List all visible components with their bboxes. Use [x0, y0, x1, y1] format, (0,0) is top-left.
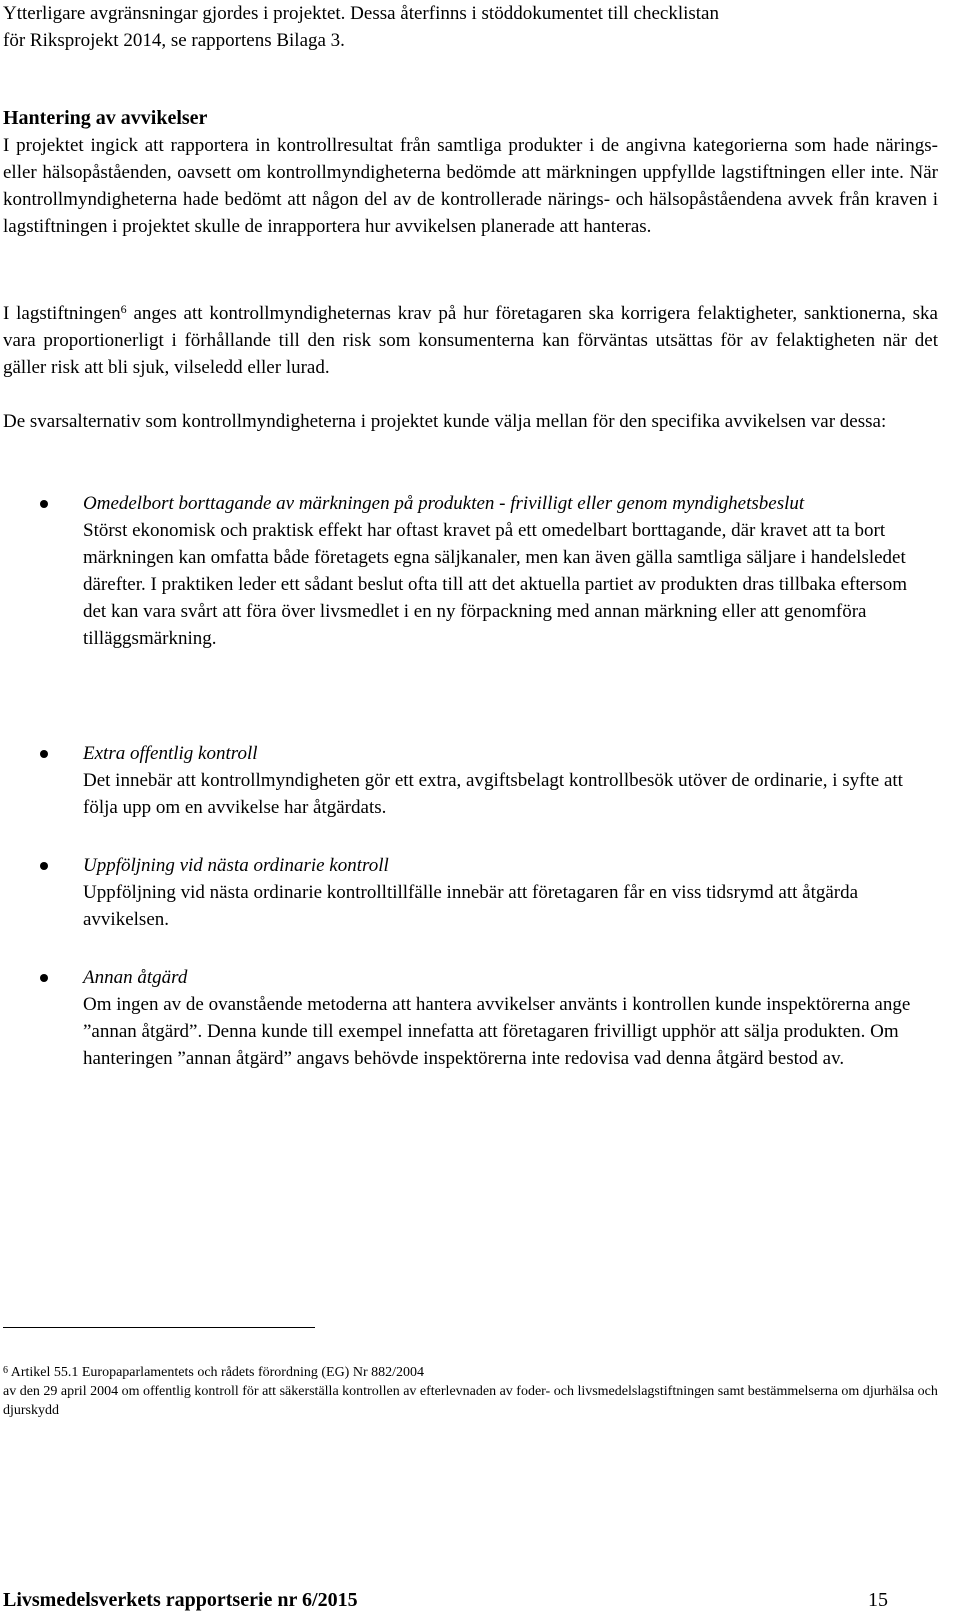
footnote-number: 6 — [3, 1365, 8, 1376]
page-number: 15 — [868, 1589, 888, 1611]
intro-line-2: för Riksprojekt 2014, se rapportens Bilaga 3. — [3, 30, 345, 51]
section-heading: Hantering av avvikelser — [3, 107, 208, 129]
list-item-body: Störst ekonomisk och praktisk effekt har oftast kravet på ett omedelbart borttagande, där kravet att ta bort märkningen kan omfatta både företagets egna säljkanaler, men kan även gälla samtliga säljare i handelsledet därefter. I praktiken leder ett sådant beslut ofta till att det aktuella partiet av produkten dras tillbaka eftersom det kan vara svårt att föra över livsmedlet i en ny förpackning med annan märkning eller att genomföra tilläggsmärkning. — [83, 520, 908, 649]
bullet-icon — [40, 500, 48, 508]
list-item-content — [83, 490, 933, 652]
intro-paragraph — [3, 0, 943, 54]
bullet-icon — [40, 750, 48, 758]
list-item-content — [83, 964, 933, 1072]
footnote-citation: Artikel 55.1 Europaparlamentets och rådets förordning (EG) Nr 882/2004 — [8, 1365, 425, 1380]
list-item-body: Uppföljning vid nästa ordinarie kontrolltillfälle innebär att företagaren får en viss tidsrymd att åtgärda avvikelsen. — [83, 882, 859, 930]
list-item-body: Det innebär att kontrollmyndigheten gör ett extra, avgiftsbelagt kontrollbesök utöver de ordinarie, i syfte att följa upp om en avvikelse har åtgärdats. — [83, 770, 903, 818]
footnote — [3, 1363, 943, 1420]
bullet-icon — [40, 974, 48, 982]
list-item-title: Extra offentlig kontroll — [83, 743, 258, 764]
list-item-body: Om ingen av de ovanstående metoderna att hantera avvikelser använts i kontrollen kunde inspektörerna ange ”annan åtgärd”. Denna kunde till exempel innefatta att företagaren frivilligt upphör att sälja produkten. Om hanteringen ”annan åtgärd” angavs behövde inspektörerna inte redovisa vad denna åtgärd bestod av. — [83, 994, 911, 1069]
list-item-title: Omedelbort borttagande av märkningen på produkten - frivilligt eller genom myndighetsbeslut — [83, 493, 805, 514]
list-item-content — [83, 852, 933, 933]
footnote-line-1 — [3, 1363, 943, 1382]
bullet-icon — [40, 862, 48, 870]
list-item-title: Annan åtgärd — [83, 967, 188, 988]
paragraph-response-options: De svarsalternativ som kontrollmyndigheterna i projektet kunde välja mellan för den specifika avvikelsen var dessa: — [3, 411, 887, 432]
paragraph-legislation — [3, 300, 938, 381]
footnote-divider — [3, 1327, 315, 1328]
intro-line-1: Ytterligare avgränsningar gjordes i projektet. Dessa återfinns i stöddokumentet till checklistan — [3, 3, 719, 24]
list-item-content — [83, 740, 933, 821]
paragraph-legislation-start: I lagstiftningen — [3, 303, 121, 324]
list-item-title: Uppföljning vid nästa ordinarie kontroll — [83, 855, 389, 876]
footnote-line-2: av den 29 april 2004 om offentlig kontroll för att säkerställa kontrollen av efterlevnaden av foder- och livsmedelslagstiftningen samt bestämmelserna om djurhälsa och djurskydd — [3, 1384, 938, 1418]
report-series-title: Livsmedelsverkets rapportserie nr 6/2015 — [3, 1589, 358, 1611]
paragraph-deviations-intro: I projektet ingick att rapportera in kontrollresultat från samtliga produkter i de angivna kategorierna som hade närings- eller hälsopåståenden, oavsett om kontrollmyndigheterna bedömde att märkningen uppfyllde lagstiftningen eller inte. När kontrollmyndigheterna hade bedömt att någon del av de kontrollerade närings- och hälsopåståendena avvek från kraven i lagstiftningen i projektet skulle de inrapportera hur avvikelsen planerade att hanteras. — [3, 135, 938, 237]
paragraph-legislation-rest: anges att kontrollmyndigheternas krav på hur företagaren ska korrigera felaktigheter, sanktionerna, ska vara proportionerligt i förhållande till den risk som konsumenterna kan förväntas utsättas för av felaktigheten när det gäller risk att bli sjuk, vilseledd eller lurad. — [3, 303, 938, 378]
footnote-reference: 6 — [120, 302, 127, 316]
